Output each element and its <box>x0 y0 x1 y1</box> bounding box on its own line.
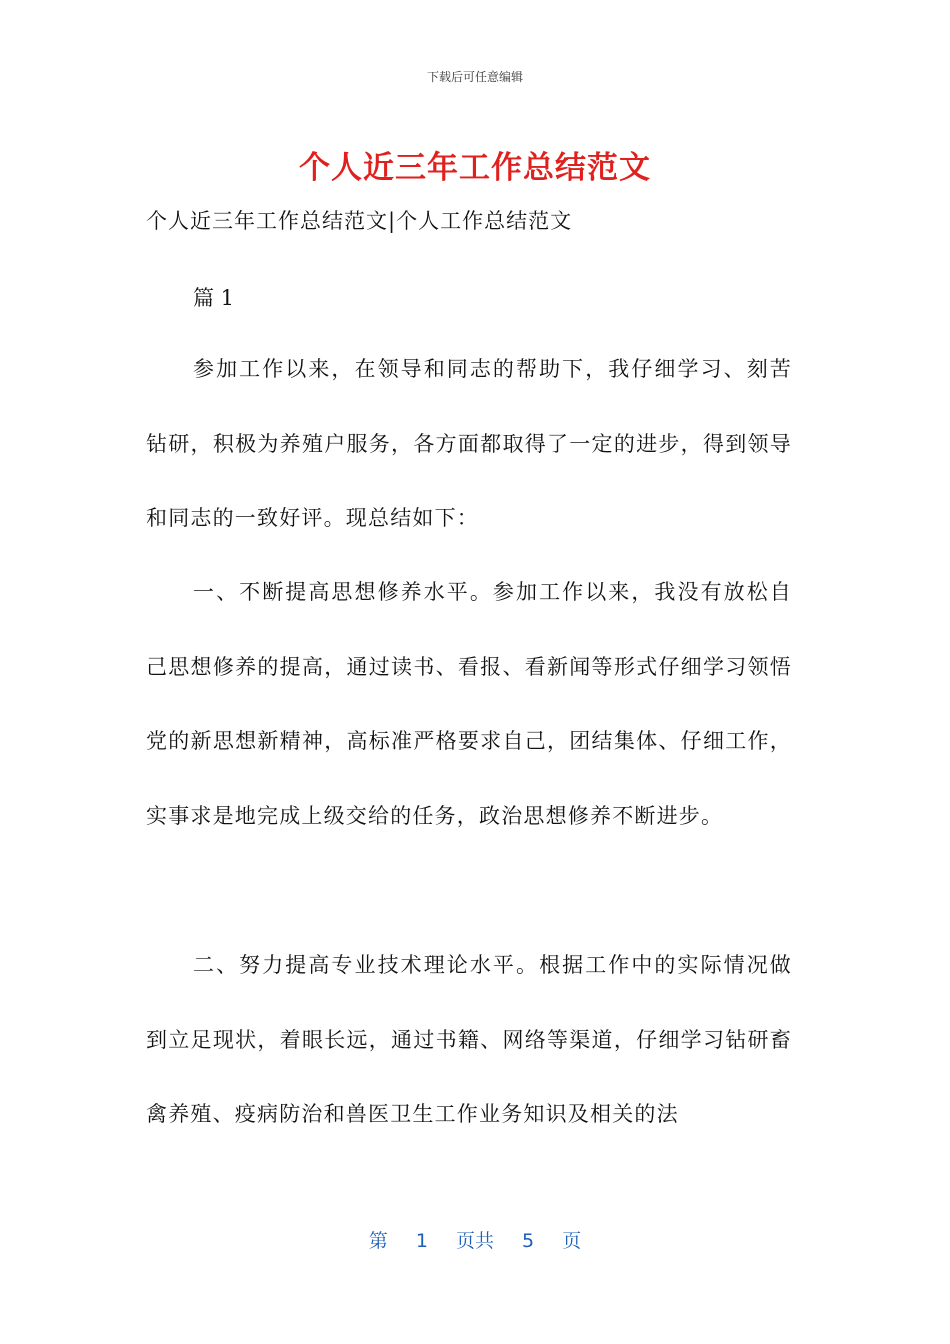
current-page-number: 1 <box>415 1230 428 1252</box>
paragraph: 一、不断提高思想修养水平。参加工作以来，我没有放松自己思想修养的提高，通过读书、看报、看新闻等形式仔细学习领悟党的新思想新精神，高标准严格要求自己，团结集体、仔细工作，实事求是地完成上级交给的任务，政治思想修养不断进步。 <box>146 580 792 828</box>
document-title: 个人近三年工作总结范文 <box>299 150 651 186</box>
page-suffix: 页 <box>562 1230 582 1252</box>
page-prefix: 第 <box>368 1230 388 1252</box>
paragraph: 参加工作以来，在领导和同志的帮助下，我仔细学习、刻苦钻研，积极为养殖户服务，各方面都取得了一定的进步，得到领导和同志的一致好评。现总结如下： <box>146 357 792 530</box>
chapter-label: 篇 1 <box>193 286 235 310</box>
document-subtitle: 个人近三年工作总结范文|个人工作总结范文 <box>146 209 573 233</box>
total-pages-number: 5 <box>522 1230 535 1252</box>
header-note: 下载后可任意编辑 <box>426 70 523 84</box>
page-middle: 页共 <box>455 1230 494 1252</box>
page-footer <box>0 1226 950 1253</box>
paragraph: 二、努力提高专业技术理论水平。根据工作中的实际情况做到立足现状，着眼长远，通过书籍、网络等渠道，仔细学习钻研畜禽养殖、疫病防治和兽医卫生工作业务知识及相关的法 <box>146 953 792 1126</box>
